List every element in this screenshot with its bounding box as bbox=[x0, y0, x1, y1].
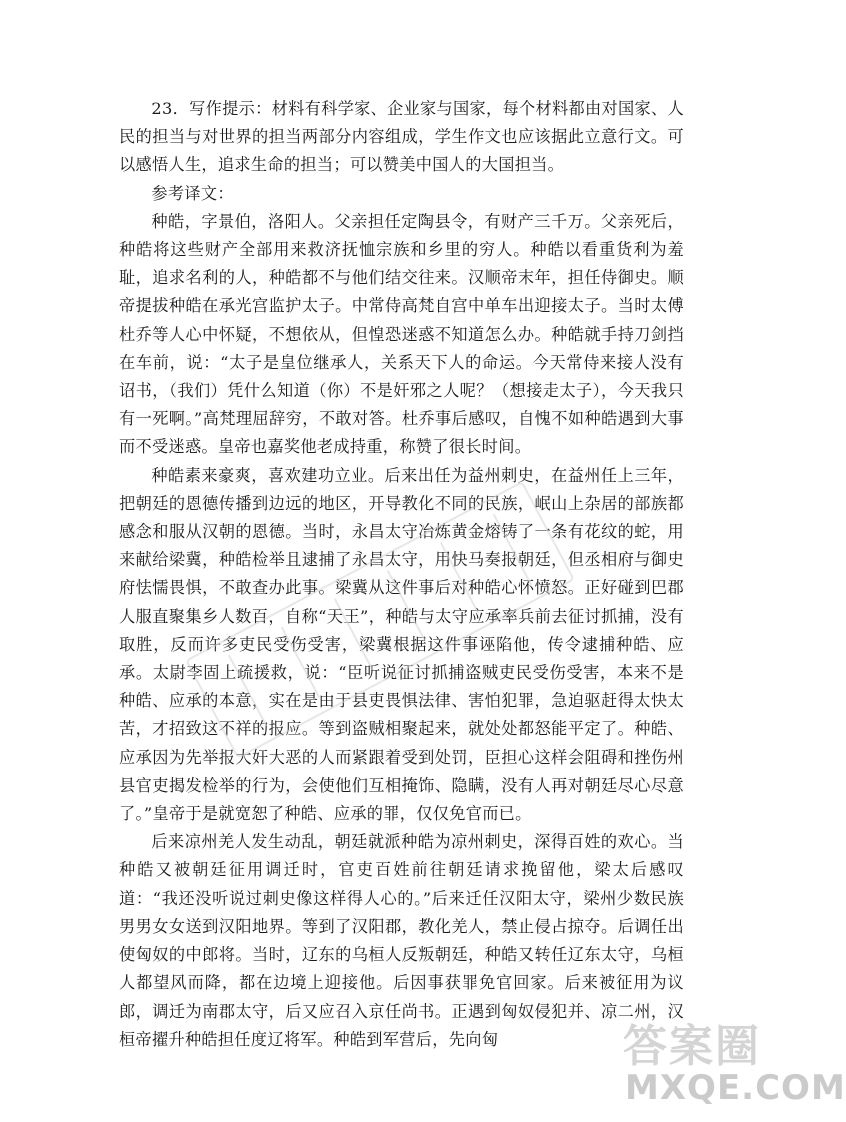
document-body bbox=[119, 95, 684, 1054]
watermark-site-text: MXQE.COM bbox=[625, 1068, 846, 1108]
watermark-brand-text: 答案圈 bbox=[623, 1021, 761, 1072]
reference-translation-label: 参考译文： bbox=[151, 183, 234, 203]
translation-paragraph-1: 种皓，字景伯，洛阳人。父亲担任定陶县令，有财产三千万。父亲死后，种皓将这些财产全部用来救济抚恤宗族和乡里的穷人。种皓以看重货利为羞耻，追求名利的人，种皓都不与他们结交往来。汉顺帝末年，担任侍御史。顺帝提拔种皓在承光宫监护太子。中常侍高梵自宫中单车出迎接太子。当时太傅杜乔等人心中怀疑，不想依从，但惶恐迷惑不知道怎么办。种皓就手持刀剑挡在车前，说：“太子是皇位继承人，关系天下人的命运。今天常侍来接人没有诏书，（我们）凭什么知道（你）不是奸邪之人呢？（想接走太子），今天我只有一死啊。”高梵理屈辞穷，不敢对答。杜乔事后感叹，自愧不如种皓遇到大事而不受迷惑。皇帝也嘉奖他老成持重，称赞了很长时间。 bbox=[119, 211, 684, 457]
writing-hint-paragraph: 23．写作提示：材料有科学家、企业家与国家，每个材料都由对国家、人民的担当与对世界的担当两部分内容组成，学生作文也应该据此立意行文。可以感悟人生，追求生命的担当；可以赞美中国人的大国担当。 bbox=[119, 99, 684, 175]
translation-paragraph-3: 后来凉州羌人发生动乱，朝廷就派种皓为凉州刺史，深得百姓的欢心。当种皓又被朝廷征用调迁时，官吏百姓前往朝廷请求挽留他，梁太后感叹道：“我还没听说过刺史像这样得人心的。”后来迁任汉阳太守，梁州少数民族男男女女送到汉阳地界。等到了汉阳郡，教化羌人，禁止侵占掠夺。后调任出使匈奴的中郎将。当时，辽东的乌桓人反叛朝廷，种皓又转任辽东太守，乌桓人都望风而降，都在边境上迎接他。后因事获罪免官回家。后来被征用为议郎，调迁为南郡太守，后又应召入京任尚书。正遇到匈奴侵犯并、凉二州，汉桓帝擢升种皓担任度辽将军。种皓到军营后，先向匈 bbox=[119, 832, 684, 1049]
translation-paragraph-2: 种皓素来豪爽，喜欢建功立业。后来出任为益州刺史，在益州任上三年，把朝廷的恩德传播到边远的地区，开导教化不同的民族，岷山上杂居的部族都感念和服从汉朝的恩德。当时，永昌太守冶炼黄金熔铸了一条有花纹的蛇，用来献给梁冀，种皓检举且逮捕了永昌太守，用快马奏报朝廷，但丞相府与御史府怯懦畏惧，不敢查办此事。梁冀从这件事后对种皓心怀愤怒。正好碰到巴郡人服直聚集乡人数百，自称“天王”，种皓与太守应承率兵前去征讨抓捕，没有取胜，反而许多吏民受伤受害，梁冀根据这件事诬陷他，传令逮捕种皓、应承。太尉李固上疏援救，说：“臣听说征讨抓捕盗贼吏民受伤受害，本来不是种皓、应承的本意，实在是由于县吏畏惧法律、害怕犯罪，急迫驱赶得太快太苦，才招致这不祥的报应。等到盗贼相聚起来，就处处都怒能平定了。种皓、应承因为先举报大奸大恶的人而紧跟着受到处罚，臣担心这样会阻碍和挫伤州县官吏揭发检举的行为，会使他们互相掩饰、隐瞒，没有人再对朝廷尽心尽意了。”皇帝于是就宽恕了种皓、应承的罪，仅仅免官而已。 bbox=[119, 465, 684, 824]
